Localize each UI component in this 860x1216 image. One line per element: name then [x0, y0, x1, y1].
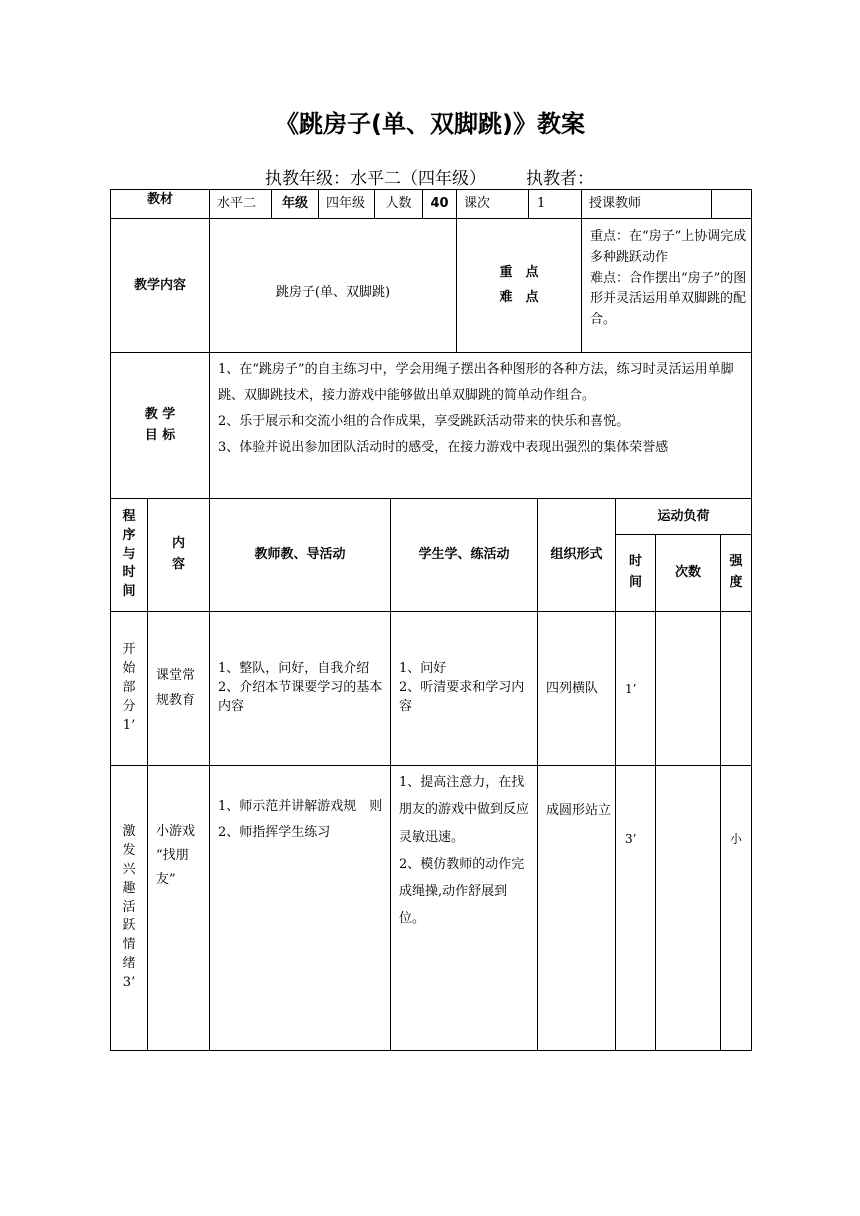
- goal-item: 2、乐于展示和交流小组的合作成果，享受跳跃活动带来的快乐和喜悦。: [218, 414, 630, 429]
- stage-char: 3’: [122, 974, 136, 990]
- row-stage: [111, 766, 148, 1051]
- header-char: 与: [122, 546, 136, 562]
- row-times: [656, 612, 721, 766]
- key-points-label: [457, 219, 582, 353]
- subtitle-line: [265, 164, 594, 189]
- teacher-value: [712, 190, 752, 219]
- header-intensity: [721, 535, 752, 612]
- stage-char: 跃: [122, 918, 136, 934]
- header-char: 强: [729, 554, 743, 570]
- goals-label: [111, 353, 210, 499]
- row-content: [148, 766, 210, 1051]
- stage-char: 发: [122, 843, 136, 859]
- header-content: [148, 499, 210, 612]
- row-organization: 四列横队: [538, 612, 616, 766]
- grade-label: 年级: [272, 190, 319, 219]
- teacher-item: 2、师指挥学生练习: [218, 825, 331, 840]
- row-teacher: [210, 612, 391, 766]
- row-intensity: [721, 612, 752, 766]
- lesson-info-table: [110, 189, 752, 499]
- stage-char: 部: [122, 680, 136, 696]
- document-title: 《跳房子(单、双脚跳)》教案: [275, 110, 585, 138]
- count-value: 40: [423, 190, 457, 219]
- header-student: 学生学、练活动: [391, 499, 538, 612]
- row-times: [656, 766, 721, 1051]
- goals-label-2: 目 标: [144, 427, 176, 443]
- teacher-item: 2、介绍本节课要学习的基本内容: [218, 680, 383, 714]
- header-time: [616, 535, 656, 612]
- row-time: 3’: [616, 766, 656, 1051]
- row-intensity: 小: [721, 766, 752, 1051]
- grade-line: 执教年级：水平二（四年级）: [265, 169, 486, 189]
- row-student: [391, 766, 538, 1051]
- content-line: 友”: [156, 872, 176, 888]
- stage-char: 分: [122, 698, 136, 714]
- student-item: 2、听清要求和学习内容: [399, 680, 525, 714]
- row-student: [391, 612, 538, 766]
- key-point: 重点：在“房子”上协调完成多种跳跃动作: [590, 229, 747, 265]
- goals-text: [210, 353, 752, 499]
- stage-char: 开: [122, 642, 136, 658]
- header-times: 次数: [656, 535, 721, 612]
- table-row: [111, 612, 752, 766]
- row-stage: [111, 612, 148, 766]
- stage-char: 兴: [122, 861, 136, 877]
- content-line: 小游戏: [156, 824, 196, 839]
- header-char: 间: [122, 584, 136, 600]
- stage-char: 激: [122, 824, 136, 840]
- header-char: 序: [122, 527, 136, 543]
- table-row: [111, 766, 752, 1051]
- student-item: 1、问好: [399, 661, 447, 677]
- student-item: 1、提高注意力，在找朋友的游戏中做到反应灵敏迅速。: [399, 775, 530, 845]
- header-char: 容: [171, 557, 185, 572]
- teacher-item: 1、整队，问好，自我介绍: [218, 661, 370, 677]
- row-content: 课堂常规教育: [148, 612, 210, 766]
- row-organization: 成圆形站立: [538, 766, 616, 1051]
- teacher-label: 授课教师: [582, 190, 712, 219]
- row-teacher: [210, 766, 391, 1051]
- content-label: 教学内容: [111, 219, 210, 353]
- goal-item: 3、体验并说出参加团队活动时的感受，在接力游戏中表现出强烈的集体荣誉感: [218, 440, 669, 455]
- header-char: 度: [729, 575, 743, 590]
- student-item: 2、模仿教师的动作完成绳操,动作舒展到位。: [399, 856, 525, 927]
- material-label: 教材: [111, 190, 210, 219]
- difficulty-label: 难 点: [499, 289, 539, 305]
- header-procedure: [111, 499, 148, 612]
- header-char: 程: [122, 508, 136, 524]
- grade-value: 四年级: [319, 190, 375, 219]
- count-label: 人数: [375, 190, 423, 219]
- header-char: 间: [628, 575, 642, 590]
- key-label: 重 点: [499, 264, 539, 280]
- teacher-item: 1、师示范并讲解游戏规 则: [218, 799, 383, 814]
- key-points-text: [582, 219, 752, 353]
- procedure-table: [110, 498, 752, 1051]
- stage-char: 始: [122, 661, 136, 677]
- header-char: 内: [171, 536, 185, 552]
- teacher-line: 执教者：: [526, 169, 594, 189]
- difficulty: 难点：合作摆出“房子”的图形并灵活运用单双脚跳的配合。: [590, 270, 747, 328]
- material-value: 水平二: [210, 190, 272, 219]
- stage-char: 趣: [122, 880, 136, 896]
- content-line: “找朋: [156, 848, 189, 864]
- row-time: 1’: [616, 612, 656, 766]
- header-load: 运动负荷: [616, 499, 752, 535]
- goal-item: 1、在“跳房子”的自主练习中，学会用绳子摆出各种图形的各种方法，练习时灵活运用单脚跳、双脚跳技术，接力游戏中能够做出单双脚跳的简单动作组合。: [218, 362, 734, 403]
- stage-char: 绪: [122, 956, 136, 972]
- header-organization: 组织形式: [538, 499, 616, 612]
- goals-label-1: 教 学: [144, 406, 176, 422]
- lesson-label: 课次: [457, 190, 529, 219]
- lesson-value: 1: [529, 190, 582, 219]
- stage-char: 1’: [122, 717, 136, 733]
- header-teacher: 教师教、导活动: [210, 499, 391, 612]
- header-char: 时: [628, 554, 642, 570]
- stage-char: 情: [122, 937, 136, 953]
- header-char: 时: [122, 565, 136, 581]
- content-value: 跳房子(单、双脚跳): [210, 219, 457, 353]
- stage-char: 活: [122, 899, 136, 915]
